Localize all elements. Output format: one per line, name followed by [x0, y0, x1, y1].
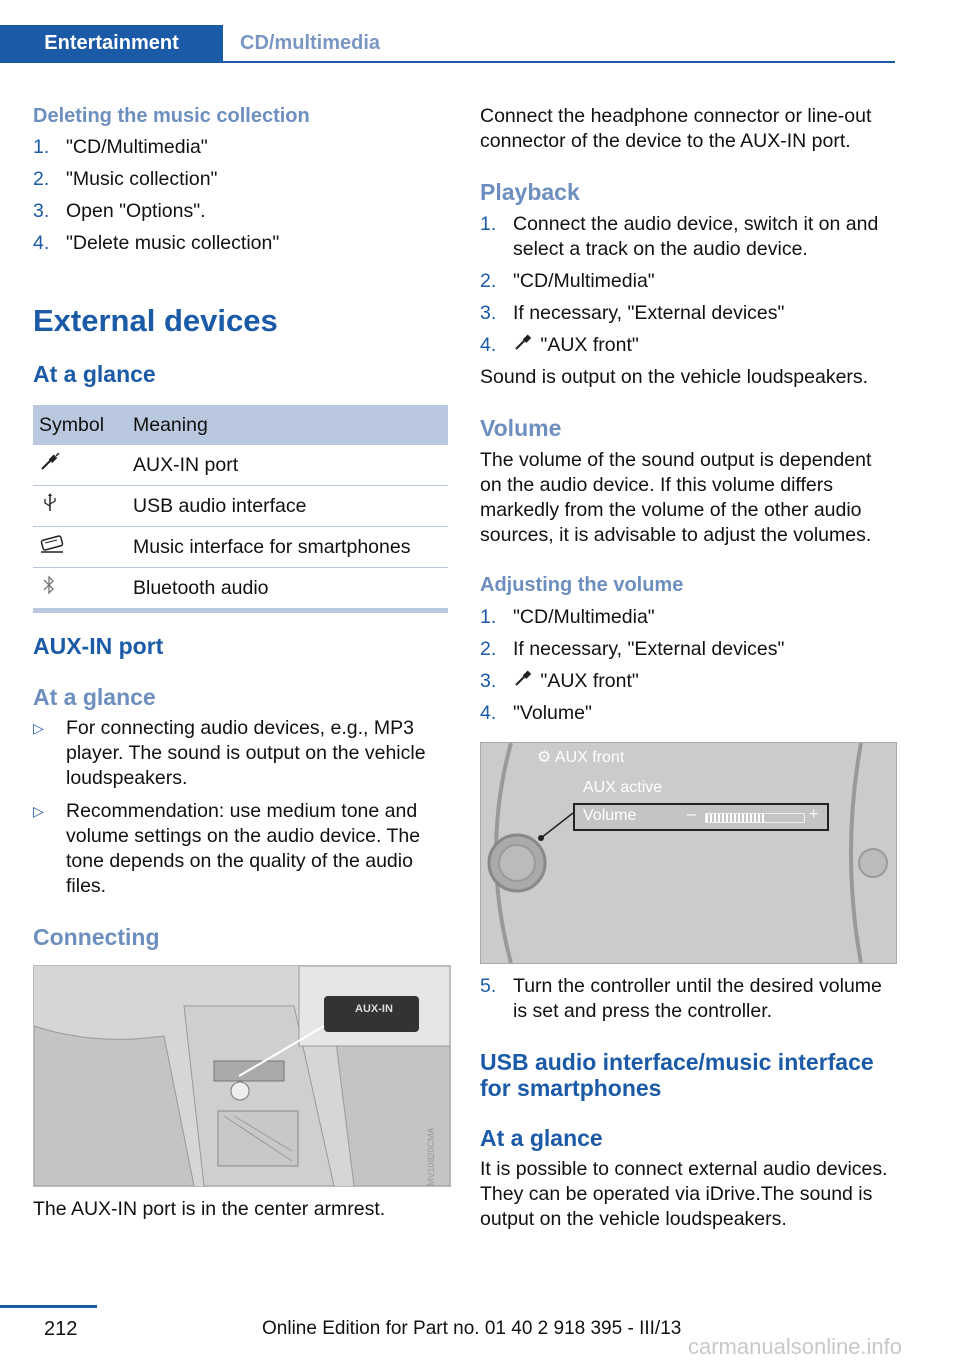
table-cell: AUX-IN port [127, 445, 448, 486]
list-item: 3. "AUX front" [480, 670, 639, 692]
list-item: 5. Turn the controller until the desired volume is set and press the controller. [480, 975, 882, 1022]
aux-at-a-glance-heading: At a glance [33, 684, 156, 710]
table-row [33, 568, 448, 611]
page-number: 212 [44, 1318, 78, 1340]
list-item: 4. "Delete music collection" [33, 232, 280, 254]
adjust-step-5 [480, 974, 895, 1031]
deleting-heading: Deleting the music collection [33, 105, 310, 127]
tab-entertainment[interactable]: Entertainment [0, 25, 223, 61]
volume-level [706, 814, 765, 822]
playback-heading: Playback [480, 179, 580, 205]
volume-heading: Volume [480, 415, 562, 441]
volume-slider[interactable] [705, 813, 805, 823]
connecting-heading: Connecting [33, 924, 160, 950]
aux-in-label: AUX-IN [355, 1003, 393, 1015]
table-row [33, 486, 448, 527]
armrest-photo [33, 965, 451, 1187]
list-item: 2. If necessary, "External devices" [480, 638, 785, 660]
list-item: 1. "CD/Multimedia" [33, 136, 208, 158]
watermark: carmanualsonline.info [688, 1334, 903, 1359]
screen-title: ⚙ AUX front [537, 749, 625, 766]
aux-in-heading: AUX-IN port [33, 633, 164, 659]
bluetooth-icon [39, 579, 59, 601]
playback-steps [480, 212, 895, 365]
aux-bullets [33, 716, 443, 907]
edition-note: Online Edition for Part no. 01 40 2 918 395 - III/13 [262, 1318, 682, 1339]
adjusting-heading: Adjusting the volume [480, 574, 684, 596]
intro-text: Connect the headphone connector or line-out connector of the device to the AUX-IN port. [480, 105, 872, 152]
table-header-meaning: Meaning [127, 405, 448, 445]
photo-code: MV10820CMA [426, 1127, 436, 1186]
tab-cd-multimedia[interactable]: CD/multimedia [240, 31, 381, 54]
volume-text: The volume of the sound output is dependent on the audio device. If this volume differs markedly from the volume of the other audio sources, it is advisable to adjust the volumes. [480, 449, 872, 546]
volume-row-label: Volume [583, 807, 637, 824]
settings-icon: ⚙ [537, 749, 552, 766]
volume-minus[interactable]: – [687, 806, 696, 823]
list-item: 1. Connect the audio device, switch it on and select a track on the audio device. [480, 213, 879, 260]
table-cell: Music interface for smartphones [127, 527, 448, 568]
list-item: 2. "CD/Multimedia" [480, 270, 655, 292]
smartphone-icon [39, 537, 65, 559]
symbol-table [33, 405, 448, 613]
list-item: 1. "CD/Multimedia" [480, 606, 655, 628]
list-item: ▷ Recommendation: use medium tone and volume settings on the audio device. The tone depends on the quality of the audio files. [33, 800, 421, 897]
list-item: 4. "AUX front" [480, 334, 639, 356]
table-cell: USB audio interface [127, 486, 448, 527]
table-row [33, 527, 448, 568]
external-devices-heading: External devices [33, 303, 278, 338]
list-item: 4. "Volume" [480, 702, 592, 724]
table-row [33, 445, 448, 486]
page-header [0, 25, 895, 63]
aux-plug-icon [513, 670, 535, 692]
aux-plug-icon [39, 454, 61, 476]
list-item: 3. If necessary, "External devices" [480, 302, 785, 324]
volume-row[interactable] [573, 803, 829, 831]
usb-at-a-glance-heading: At a glance [480, 1125, 603, 1151]
screen-status: AUX active [583, 779, 663, 796]
usb-icon [39, 496, 61, 518]
photo-caption: The AUX-IN port is in the center armrest. [33, 1198, 386, 1220]
footer-rule [0, 1305, 97, 1308]
list-item: 3. Open "Options". [33, 200, 206, 222]
usb-text: It is possible to connect external audio devices. They can be operated via iDrive.The sound is output on the vehicle loudspeakers. [480, 1158, 888, 1230]
at-a-glance-heading: At a glance [33, 361, 156, 387]
aux-plug-icon [513, 334, 535, 356]
adjust-steps [480, 605, 895, 733]
playback-note: Sound is output on the vehicle loudspeakers. [480, 366, 869, 388]
list-item: ▷ For connecting audio devices, e.g., MP3 player. The sound is output on the vehicle loudspeakers. [33, 717, 426, 789]
deleting-steps [33, 135, 448, 263]
volume-plus[interactable]: + [809, 806, 819, 823]
list-item: 2. "Music collection" [33, 168, 218, 190]
usb-heading: USB audio interface/music interface for smartphones [480, 1049, 874, 1101]
idrive-screen [480, 742, 897, 964]
table-header-symbol: Symbol [33, 405, 127, 445]
table-cell: Bluetooth audio [127, 568, 448, 611]
